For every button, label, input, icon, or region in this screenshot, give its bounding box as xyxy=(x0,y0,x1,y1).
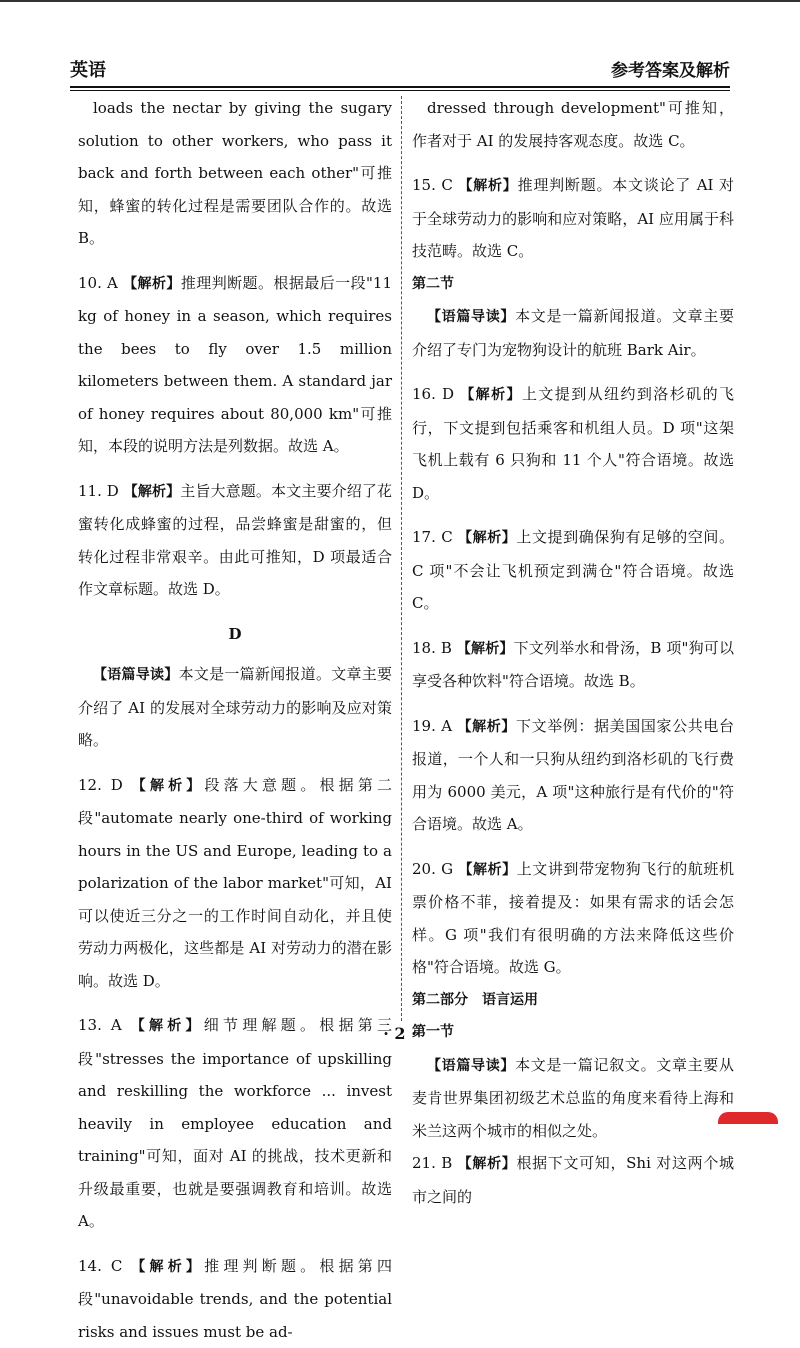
analysis-label: 【解析】 xyxy=(458,530,516,546)
passage-guide xyxy=(412,300,734,366)
answer-text: 推理判断题。根据第四段"unavoidable trends, and the potential risks and issues must be ad- xyxy=(78,1257,392,1341)
answer-19 xyxy=(412,710,734,841)
answer-number: 15. C xyxy=(412,176,453,194)
part-heading: 第二部分 语言运用 xyxy=(412,984,734,1017)
analysis-label: 【解析】 xyxy=(459,862,517,878)
analysis-label: 【解析】 xyxy=(458,1156,517,1172)
answer-16 xyxy=(412,378,734,509)
analysis-label: 【解析】 xyxy=(124,484,181,500)
answer-text: 下文举例：据美国国家公共电台报道，一个人和一只狗从纽约到洛杉矶的飞行费用为 6000 美元，A 项"这种旅行是有代价的"符合语境。故选 A。 xyxy=(412,717,734,834)
header-title: 参考答案及解析 xyxy=(611,56,730,81)
answer-text: 下文列举水和骨汤，B 项"狗可以享受各种饮料"符合语境。故选 B。 xyxy=(412,639,734,691)
answer-number: 16. D xyxy=(412,385,454,403)
analysis-label: 【解析】 xyxy=(131,1259,204,1275)
guide-text: 本文是一篇记叙文。文章主要从麦肯世界集团初级艺术总监的角度来看待上海和米兰这两个城市的相似之处。 xyxy=(412,1056,734,1140)
answer-11 xyxy=(78,475,392,606)
header-rule-thin xyxy=(70,90,730,91)
answer-text: 段落大意题。根据第二段"automate nearly one-third of working hours in the US and Europe, leading to a polarization of the labor market"可知，AI 可以使近三分之一的工作时间自动化，并且使劳动力两极化，这些都是 AI 对劳动力的潜在影响。故选 D。 xyxy=(78,776,392,990)
left-column xyxy=(78,92,392,1348)
answer-17 xyxy=(412,521,734,620)
section-heading: 第一节 xyxy=(412,1016,734,1049)
passage-guide xyxy=(412,1049,734,1148)
header-subject: 英语 xyxy=(70,56,106,82)
column-divider xyxy=(401,96,402,1021)
continued-paragraph: loads the nectar by giving the sugary solution to other workers, who pass it back and forth between each other"可推知，蜂蜜的转化过程是需要团队合作的。故选 B。 xyxy=(78,92,392,255)
answer-15 xyxy=(412,169,734,268)
answer-number: 18. B xyxy=(412,639,452,657)
analysis-label: 【解析】 xyxy=(458,178,517,194)
answer-number: 12. D xyxy=(78,776,123,794)
analysis-label: 【解析】 xyxy=(132,778,205,794)
guide-label: 【语篇导读】 xyxy=(93,667,179,683)
answer-text: 根据下文可知，Shi 对这两个城市之间的 xyxy=(412,1154,734,1206)
header-rule xyxy=(70,86,730,88)
analysis-label: 【解析】 xyxy=(457,719,515,735)
answer-10 xyxy=(78,267,392,463)
guide-text: 本文是一篇新闻报道。文章主要介绍了专门为宠物狗设计的航班 Bark Air。 xyxy=(412,307,734,359)
answer-number: 10. A xyxy=(78,274,118,292)
analysis-label: 【解析】 xyxy=(131,1018,204,1034)
answer-text: 上文提到确保狗有足够的空间。C 项"不会让飞机预定到满仓"符合语境。故选 C。 xyxy=(412,528,734,612)
guide-label: 【语篇导读】 xyxy=(427,309,515,325)
answer-12 xyxy=(78,769,392,998)
answer-number: 20. G xyxy=(412,860,453,878)
corner-badge xyxy=(718,1112,778,1124)
analysis-label: 【解析】 xyxy=(457,641,514,657)
analysis-label: 【解析】 xyxy=(123,276,181,292)
answer-text: 上文讲到带宠物狗飞行的航班机票价格不菲，接着提及：如果有需求的话会怎样。G 项"我们有很明确的方法来降低这些价格"符合语境。故选 G。 xyxy=(412,860,734,977)
continued-paragraph: dressed through development"可推知，作者对于 AI 的发展持客观态度。故选 C。 xyxy=(412,92,734,157)
answer-20 xyxy=(412,853,734,984)
top-rule xyxy=(0,0,800,2)
answer-number: 19. A xyxy=(412,717,452,735)
answer-18 xyxy=(412,632,734,698)
answer-21 xyxy=(412,1147,734,1213)
guide-text: 本文是一篇新闻报道。文章主要介绍了 AI 的发展对全球劳动力的影响及应对策略。 xyxy=(78,665,392,749)
passage-guide-d xyxy=(78,658,392,757)
answer-text: 推理判断题。本文谈论了 AI 对于全球劳动力的影响和应对策略，AI 应用属于科技范畴。故选 C。 xyxy=(412,176,734,260)
answer-number: 13. A xyxy=(78,1016,122,1034)
answer-number: 11. D xyxy=(78,482,119,500)
answer-13 xyxy=(78,1009,392,1238)
page-number: · 2 · xyxy=(0,1024,800,1043)
answer-text: 推理判断题。根据最后一段"11 kg of honey in a season, which requires the bees to fly over 1.5 million kilometers between them. A standard jar of honey requires about 80,000 km"可推知，本段的说明方法是列数据。故选 A。 xyxy=(78,274,392,456)
answer-text: 细节理解题。根据第三段"stresses the importance of upskilling and reskilling the workforce ... invest heavily in employee education and training"可知，面对 AI 的挑战，技术更新和升级最重要，也就是要强调教育和培训。故选 A。 xyxy=(78,1016,392,1230)
guide-label: 【语篇导读】 xyxy=(427,1058,515,1074)
section-heading: 第二节 xyxy=(412,268,734,301)
section-heading-d: D xyxy=(78,618,392,651)
answer-number: 17. C xyxy=(412,528,453,546)
answer-number: 21. B xyxy=(412,1154,452,1172)
answer-text: 上文提到从纽约到洛杉矶的飞行，下文提到包括乘客和机组人员。D 项"这架飞机上载有 6 只狗和 11 个人"符合语境。故选 D。 xyxy=(412,385,734,502)
right-column xyxy=(412,92,734,1213)
answer-number: 14. C xyxy=(78,1257,122,1275)
analysis-label: 【解析】 xyxy=(460,387,522,403)
answer-text: 主旨大意题。本文主要介绍了花蜜转化成蜂蜜的过程，品尝蜂蜜是甜蜜的，但转化过程非常艰辛。由此可推知，D 项最适合作文章标题。故选 D。 xyxy=(78,482,392,599)
answer-14 xyxy=(78,1250,392,1348)
page-header xyxy=(70,56,730,82)
